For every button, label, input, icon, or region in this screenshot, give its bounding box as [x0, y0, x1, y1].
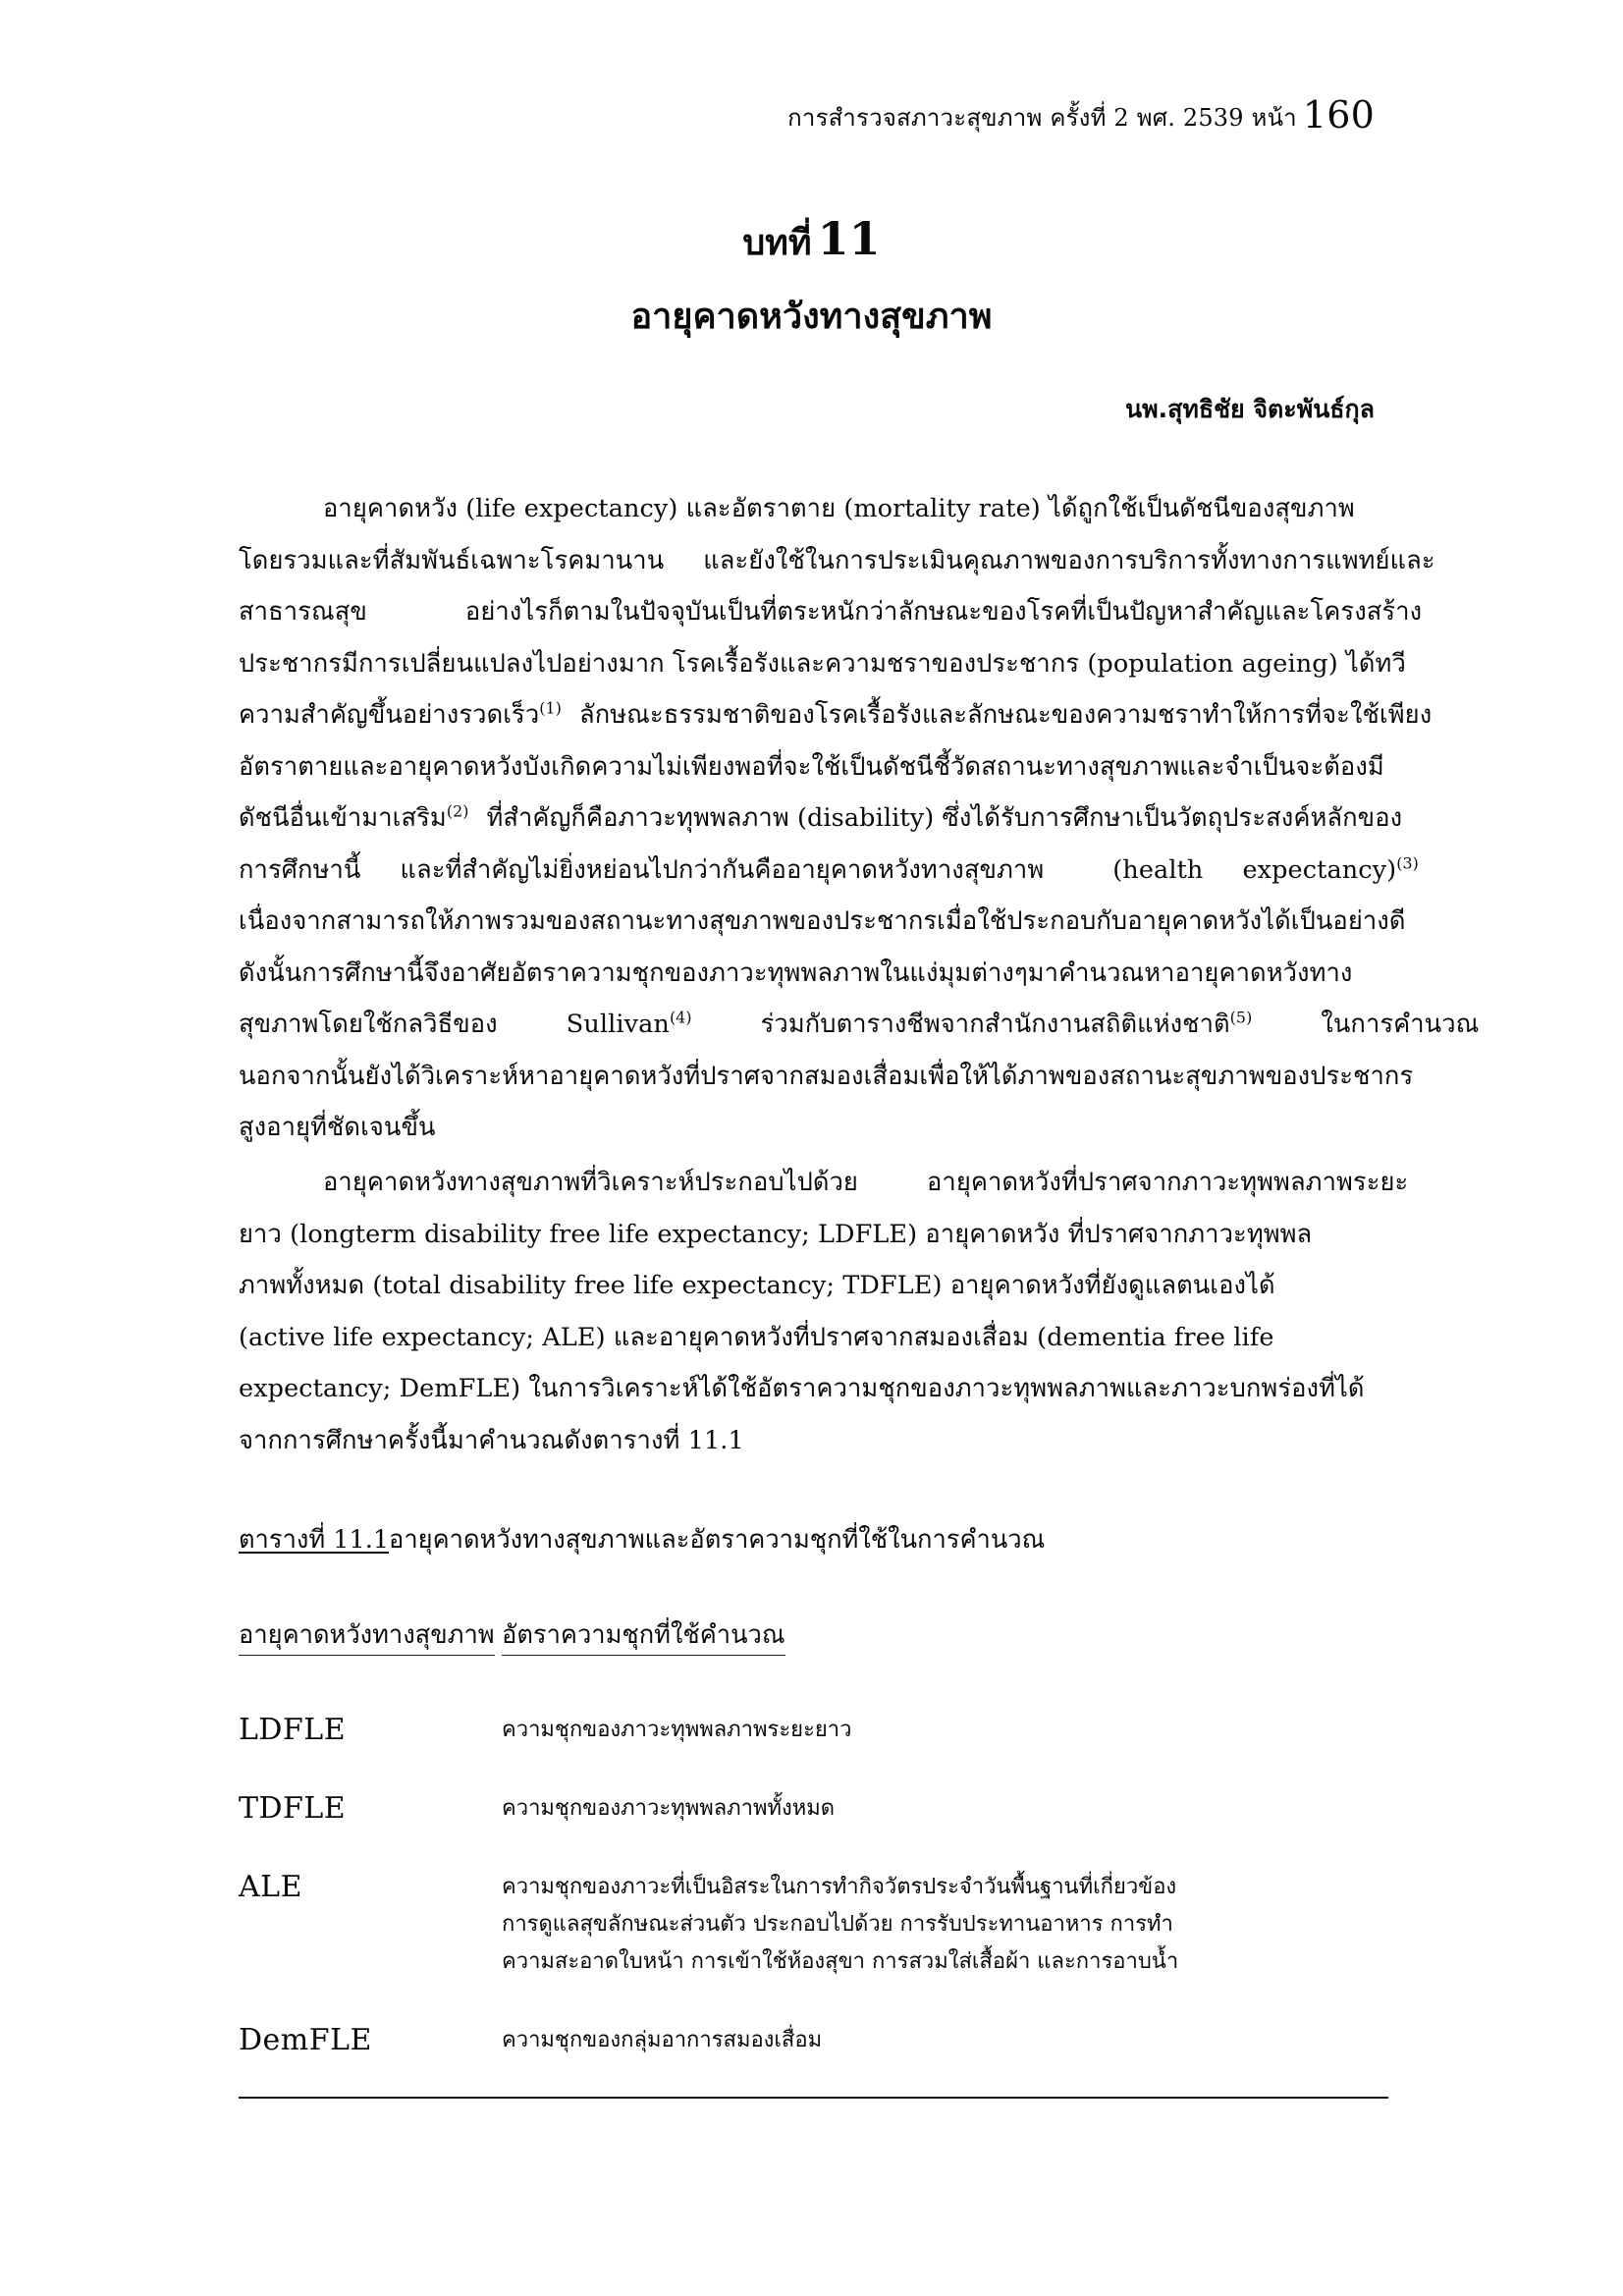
paragraph-line — [239, 689, 1433, 741]
table-row — [239, 1869, 1387, 1981]
table-cell-desc — [502, 1790, 1387, 1828]
table-row — [239, 1790, 1387, 1828]
paragraph-line — [239, 948, 1385, 1000]
paragraph-line — [239, 1051, 1414, 1103]
table-cell-desc — [502, 1712, 1387, 1749]
line-text: ดังนั้นการศึกษานี้จึงอาศัยอัตราความชุกของภาวะทุพพลภาพในแง่มุมต่างๆมาคำนวณหาอายุคาดหวังทาง — [239, 957, 1353, 988]
page-number: 160 — [1302, 93, 1375, 137]
paragraph-line — [239, 483, 1385, 535]
chapter-title — [0, 212, 1623, 265]
line-text: ที่สำคัญก็คือภาวะทุพพลภาพ (disability) ซึ่งได้รับการศึกษาเป็นวัตถุประสงค์หลักของ — [486, 803, 1403, 833]
table-row — [239, 2022, 1387, 2059]
paragraph-1 — [239, 483, 1480, 1154]
line-text: ในการคำนวณ — [1321, 1010, 1480, 1039]
line-text: Sullivan — [566, 1010, 670, 1039]
line-text: อัตราตายและอายุคาดหวังบังเกิดความไม่เพียงพอที่จะใช้เป็นดัชนีชี้วัดสถานะทางสุขภาพและจำเป็นจะต้องมี — [239, 751, 1384, 782]
line-text: อายุคาดหวังที่ปราศจากภาวะทุพพลภาพระยะ — [926, 1168, 1409, 1197]
paragraph-2 — [239, 1157, 1409, 1466]
paragraph-line — [239, 1102, 1385, 1154]
line-text: การศึกษานี้ — [239, 854, 361, 885]
paragraph-line — [239, 638, 1406, 690]
table-cell-term: TDFLE — [239, 1790, 347, 1826]
table-caption — [239, 1525, 1045, 1556]
table-row — [239, 1712, 1387, 1749]
desc-line: ความชุกของภาวะทุพพลภาพทั้งหมด — [502, 1795, 836, 1821]
line-text: สูงอายุที่ชัดเจนขึ้น — [239, 1113, 436, 1142]
line-text: expectancy; DemFLE) ในการวิเคราะห์ได้ใช้อัตราความชุกของภาวะทุพพลภาพและภาวะบกพร่องที่ได้ — [239, 1374, 1365, 1403]
chapter-label: บทที่ — [742, 222, 812, 263]
paragraph-line — [239, 1415, 1389, 1467]
table-cell-term: LDFLE — [239, 1712, 347, 1747]
line-text: และที่สำคัญไม่ยิ่งหย่อนไปกว่ากันคืออายุคาดหวังทางสุขภาพ — [400, 854, 1045, 885]
line-text: เนื่องจากสามารถให้ภาพรวมของสถานะทางสุขภาพของประชากรเมื่อใช้ประกอบกับอายุคาดหวังได้เป็นอย่างดี — [239, 906, 1406, 936]
table-caption-label: ตารางที่ 11.1 — [239, 1525, 390, 1555]
paragraph-line — [239, 1363, 1389, 1415]
footnote-ref-2: (2) — [446, 801, 469, 821]
table-cell-desc — [502, 2022, 1387, 2059]
paragraph-line — [239, 586, 1423, 638]
line-text: ความสำคัญขึ้นอย่างรวดเร็ว — [239, 700, 540, 730]
line-text: อายุคาดหวัง (life expectancy) และอัตราตาย (mortality rate) ได้ถูกใช้เป็นดัชนีของสุขภาพ — [323, 494, 1355, 523]
table-caption-text: อายุคาดหวังทางสุขภาพและอัตราความชุกที่ใช้ในการคำนวณ — [389, 1525, 1046, 1555]
author-byline: นพ.สุทธิชัย จิตะพันธ์กุล — [1125, 395, 1375, 423]
desc-line: ความชุกของภาวะที่เป็นอิสระในการทำกิจวัตรประจำวันพื้นฐานที่เกี่ยวข้อง — [502, 1874, 1177, 1899]
line-text: โดยรวมและที่สัมพันธ์เฉพาะโรคมานาน — [239, 545, 665, 575]
line-text: ภาพทั้งหมด (total disability free life expectancy; TDFLE) อายุคาดหวังที่ยังดูแลตนเองได้ — [239, 1271, 1275, 1300]
chapter-subtitle: อายุคาดหวังทางสุขภาพ — [630, 297, 993, 337]
desc-line: ความชุกของภาวะทุพพลภาพระยะยาว — [502, 1717, 852, 1742]
line-text: นอกจากนั้นยังได้วิเคราะห์หาอายุคาดหวังที่ปราศจากสมองเสื่อมเพื่อให้ได้ภาพของสถานะสุขภาพของประชากร — [239, 1061, 1414, 1091]
footnote-ref-4: (4) — [669, 1008, 692, 1027]
desc-line: ความชุกของกลุ่มอาการสมองเสื่อม — [502, 2027, 823, 2052]
footnote-ref-5: (5) — [1229, 1008, 1253, 1027]
line-text: (active life expectancy; ALE) และอายุคาดหวังที่ปราศจากสมองเสื่อม (dementia free life — [239, 1322, 1274, 1352]
paragraph-line — [239, 1312, 1389, 1364]
running-header — [787, 93, 1375, 137]
line-text: ประชากรมีการเปลี่ยนแปลงไปอย่างมาก โรคเรื้อรังและความชราของประชากร (population ageing) ได้ทวี — [239, 648, 1406, 679]
footnote-ref-1: (1) — [539, 698, 562, 718]
line-text: อายุคาดหวังทางสุขภาพที่วิเคราะห์ประกอบไปด้วย — [323, 1168, 858, 1197]
paragraph-line — [239, 793, 1403, 845]
line-text: อย่างไรก็ตามในปัจจุบันเป็นที่ตระหนักว่าลักษณะของโรคที่เป็นปัญหาสำคัญและโครงสร้าง — [464, 597, 1423, 627]
desc-line: การดูแลสุขลักษณะส่วนตัว ประกอบไปด้วย การรับประทานอาหาร การทำ — [502, 1911, 1173, 1937]
chapter-number: 11 — [817, 212, 881, 265]
paragraph-line — [239, 1209, 1389, 1261]
line-text: expectancy) — [1242, 854, 1397, 885]
line-text: สุขภาพโดยใช้กลวิธีของ — [239, 1010, 498, 1039]
line-text: ร่วมกับตารางชีพจากสำนักงานสถิติแห่งชาติ — [760, 1010, 1230, 1039]
table-cell-desc — [502, 1869, 1387, 1981]
line-text: ดัชนีอื่นเข้ามาเสริม — [239, 803, 447, 833]
line-text: ยาว (longterm disability free life expectancy; LDFLE) อายุคาดหวัง ที่ปราศจากภาวะทุพพล — [239, 1219, 1313, 1249]
line-text: และยังใช้ในการประเมินคุณภาพของการบริการทั้งทางการแพทย์และ — [703, 545, 1435, 575]
table-column-header-term: อายุคาดหวังทางสุขภาพ — [239, 1620, 502, 1656]
paragraph-line — [239, 999, 1480, 1051]
paragraph-line — [239, 845, 1419, 897]
paragraph-line — [239, 896, 1406, 948]
desc-line: ความสะอาดใบหน้า การเข้าใช้ห้องสุขา การสวมใส่เสื้อผ้า และการอาบน้ำ — [502, 1948, 1179, 1974]
line-text: (health — [1112, 854, 1204, 885]
paragraph-line — [239, 535, 1435, 587]
table-column-header-prevalence: อัตราความชุกที่ใช้คำนวณ — [502, 1620, 1387, 1656]
paragraph-line — [239, 1260, 1389, 1312]
table-cell-term: ALE — [239, 1869, 302, 1904]
table-header-row — [239, 1620, 1387, 1656]
line-text: ลักษณะธรรมชาติของโรคเรื้อรังและลักษณะของความชราทำให้การที่จะใช้เพียง — [578, 700, 1433, 730]
line-text: สาธารณสุข — [239, 597, 367, 627]
running-header-text: การสำรวจสภาวะสุขภาพ ครั้งที่ 2 พศ. 2539 หน้า — [787, 104, 1297, 132]
line-text: จากการศึกษาครั้งนี้มาคำนวณดังตารางที่ 11.1 — [239, 1425, 744, 1455]
table-11-1 — [239, 1620, 1387, 2101]
paragraph-line — [239, 741, 1385, 793]
footnote-ref-3: (3) — [1396, 853, 1419, 872]
table-bottom-rule — [239, 2097, 1388, 2099]
table-cell-term: DemFLE — [239, 2022, 372, 2057]
paragraph-line — [239, 1157, 1409, 1209]
